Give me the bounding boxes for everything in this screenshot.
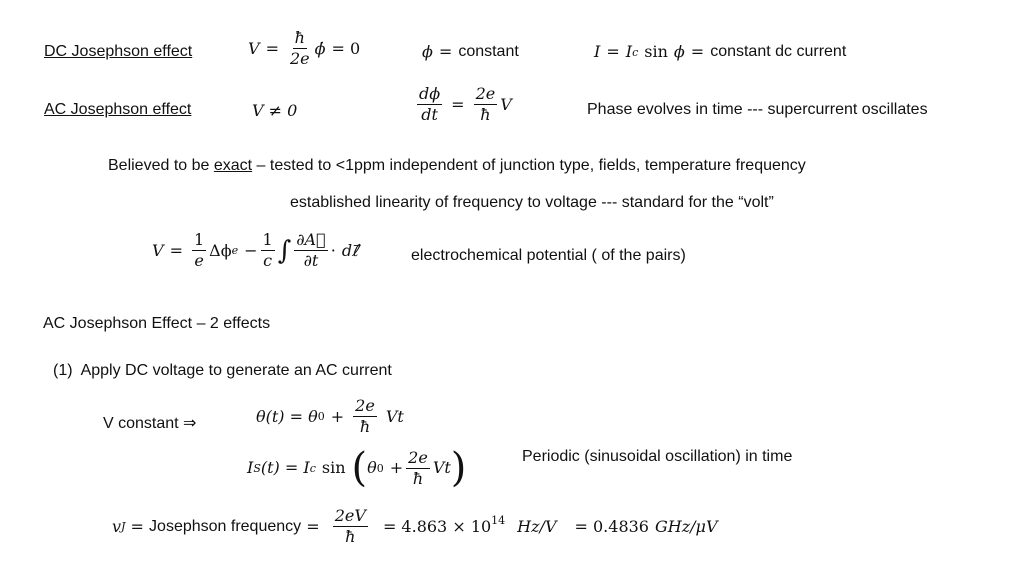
electrochemical-potential-equation: V = $\frac{1}{e}$ Δϕ e − $\frac{1}{c}$ ∫ $\frac{\partial A⃗}{\partial t}$ · dℓ⃗	[152, 230, 359, 270]
phase-evolution-equation: $\frac{d\phi}{dt}$ = $\frac{2e}{ħ}$ V	[419, 84, 512, 124]
supercurrent-equation: I S (t) = I c sin ( θ 0 + $\frac{2e}{ħ}$ Vt )	[247, 445, 467, 491]
exactness-statement: Believed to be exact – tested to <1ppm independent of junction type, fields, temperature frequency	[108, 157, 806, 174]
dc-josephson-label: DC Josephson effect	[44, 43, 193, 60]
ac-effects-title: AC Josephson Effect – 2 effects	[43, 315, 271, 332]
dc-current-equation: I = I c sin ϕ = constant dc current	[594, 42, 847, 61]
josephson-frequency-equation: v J = Josephson frequency = $\frac{2eV}{ħ}$ = 4.863 × 10 $^{14}$ Hz/V = 0.4836 GHz/μV	[112, 506, 718, 546]
periodic-oscillation-note: Periodic (sinusoidal oscillation) in time	[522, 448, 793, 465]
linearity-statement: established linearity of frequency to voltage --- standard for the “volt”	[290, 194, 774, 211]
item-1-dc-voltage-ac-current: (1) Apply DC voltage to generate an AC current	[53, 362, 392, 379]
phase-evolves-note: Phase evolves in time --- supercurrent oscillates	[587, 101, 928, 118]
v-constant-label: V constant ⇒	[103, 415, 197, 432]
electrochemical-potential-note: electrochemical potential ( of the pairs)	[411, 247, 686, 264]
dc-voltage-equation: V = $\frac{ħ}{2e}$ ϕ̇ = 0	[248, 28, 361, 68]
ac-josephson-label: AC Josephson effect	[44, 101, 192, 118]
theta-time-equation: θ(t) = θ 0 + $\frac{2e}{ħ}$ Vt	[256, 396, 404, 436]
phase-constant-equation: ϕ = constant	[422, 42, 519, 61]
ac-voltage-nonzero: V ≠ 0	[252, 101, 298, 120]
